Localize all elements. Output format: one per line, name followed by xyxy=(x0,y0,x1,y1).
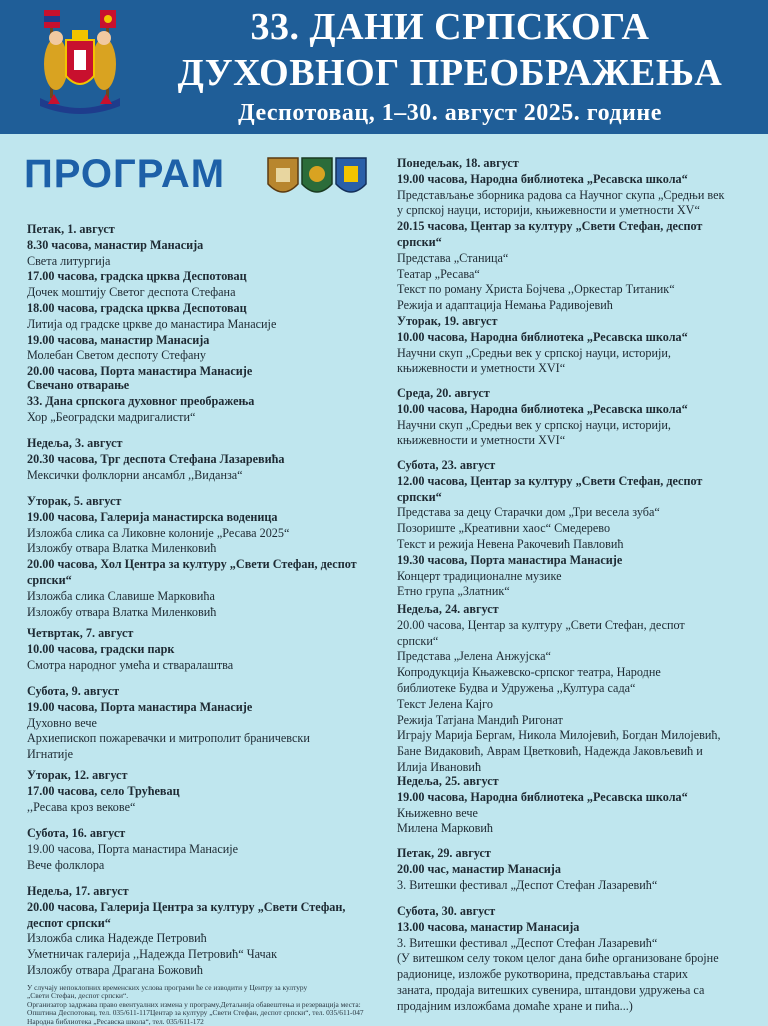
event-date: Уторак, 12. август xyxy=(27,768,128,782)
event-line: продајним изложбама домаће хране и пића...) xyxy=(397,998,633,1013)
event-line: Текст и режија Невена Ракочевић Павловић xyxy=(397,536,624,551)
event-line: Света литургија xyxy=(27,253,111,268)
program-event xyxy=(27,222,276,380)
event-line: Милена Марковић xyxy=(397,821,493,836)
footer-line: Општина Деспотовац, тел. 035/611-117Центар за културу „Свети Стефан, деспот српски“, тел. 035/611-047 xyxy=(27,1008,364,1018)
event-date: Субота, 23. август xyxy=(397,458,496,472)
event-date: Петак, 29. август xyxy=(397,846,491,860)
event-line: 19.00 часова, Народна библиотека „Ресавска школа“ xyxy=(397,789,688,804)
header-banner xyxy=(0,0,768,134)
event-line: Изложбу отвара Драгана Божовић xyxy=(27,962,204,977)
event-line: Концерт традиционалне музике xyxy=(397,568,562,583)
program-event xyxy=(397,314,688,377)
event-line: Дочек моштију Светог деспота Стефана xyxy=(27,285,236,300)
event-date: Уторак, 19. август xyxy=(397,314,498,328)
event-line: 20.00 часова, Центар за културу „Свети Стефан, деспот xyxy=(397,617,685,632)
program-event xyxy=(27,684,310,763)
event-line: Научни скуп „Средњи век у српској науци, историји, xyxy=(397,417,671,432)
event-line: 17.00 часова, градска црква Деспотовац xyxy=(27,269,247,284)
event-date: Недеља, 25. август xyxy=(397,774,499,788)
program-event xyxy=(397,846,657,893)
event-line: Литија од градске цркве до манастира Манасије xyxy=(27,316,277,331)
event-line: 19.00 часова, Народна библиотека „Ресавска школа“ xyxy=(397,171,688,186)
event-line: ,,Ресава кроз векове“ xyxy=(27,799,136,814)
event-line: 18.00 часова, градска црква Деспотовац xyxy=(27,300,247,315)
event-line: Илија Ивановић xyxy=(397,759,482,774)
program-event xyxy=(27,768,180,815)
event-line: Духовно вече xyxy=(27,715,97,730)
event-line: Књижевно вече xyxy=(397,805,478,820)
event-line: Смотра народног умећа и стваралаштва xyxy=(27,657,234,672)
footer-line: Организатор задржава право евентуалних измена у програму.Детаљнија обавештења и резервација места: xyxy=(27,999,361,1009)
event-date: Свечано отварање xyxy=(27,378,130,392)
program-event xyxy=(27,494,357,620)
event-date: Субота, 30. август xyxy=(397,904,496,918)
footer-line: У случају непоклопних временских услова програми ће се изводити у Центру за културу xyxy=(27,983,308,992)
event-line: Изложба слика Надежде Петровић xyxy=(27,931,207,946)
event-line: Представа „Јелена Анжујска“ xyxy=(397,649,551,664)
event-line: 20.15 часова, Центар за културу „Свети Стефан, деспот xyxy=(397,219,703,234)
event-line: Изложба слика са Ликовне колоније „Ресава 2025“ xyxy=(27,525,290,540)
event-line: 17.00 часова, село Трућевац xyxy=(27,783,180,798)
event-date: Субота, 9. август xyxy=(27,684,120,698)
event-line: у српској науци, историји, књижевности и уметности XV“ xyxy=(397,203,700,218)
event-line: 20.00 час, манастир Манасија xyxy=(397,861,561,876)
event-line: 20.30 часова, Трг деспота Стефана Лазаревића xyxy=(27,451,285,466)
event-line: Бане Видаковић, Аврам Цветковић, Надежда Јаковљевић и xyxy=(397,744,703,759)
program-event xyxy=(397,156,724,314)
event-line: 10.00 часова, Народна библиотека „Ресавска школа“ xyxy=(397,329,688,344)
event-date: Недеља, 17. август xyxy=(27,884,129,898)
event-date: Недеља, 3. август xyxy=(27,436,123,450)
event-line: Текст по роману Христа Бојчева ,,Оркестар Титаник“ xyxy=(397,282,675,297)
event-line: 8.30 часова, манастир Манасија xyxy=(27,237,204,252)
event-line: 33. Дана српскога духовног преображења xyxy=(27,393,255,408)
title-line-2: ДУХОВНОГ ПРЕОБРАЖЕЊА xyxy=(177,52,723,94)
event-line: заната, продаја витешких сувенира, штандови удружења са xyxy=(397,982,705,997)
event-line: 19.00 часова, Порта манастира Манасије xyxy=(27,699,253,714)
event-line: 19.00 часова, манастир Манасија xyxy=(27,332,210,347)
event-line: Копродукција Књажевско-српског театра, Народне xyxy=(397,665,661,680)
program-event xyxy=(397,904,719,1015)
event-line: књижевности и уметности XVI“ xyxy=(397,361,566,376)
event-line: 19.00 часова, Галерија манастирска воденица xyxy=(27,509,278,524)
event-line: радионице, изложбе рукотворина, представљања старих xyxy=(397,967,689,982)
event-line: Режија и адаптација Немања Радивојевић xyxy=(397,298,613,313)
event-line: 12.00 часова, Центар за културу „Свети Стефан, деспот xyxy=(397,473,703,488)
event-line: 3. Витешки фестивал „Деспот Стефан Лазаревић“ xyxy=(397,877,658,892)
event-date: Понедељак, 18. август xyxy=(397,156,519,170)
event-line: Представа „Станица“ xyxy=(397,250,509,265)
program-event xyxy=(27,826,238,873)
event-line: деспот српски“ xyxy=(27,915,111,930)
event-date: Недеља, 24. август xyxy=(397,602,499,616)
event-date: Уторак, 5. август xyxy=(27,494,122,508)
program-event xyxy=(397,386,688,449)
event-line: Изложба слика Славише Марковића xyxy=(27,588,215,603)
event-line: Хор „Београдски мадригалисти“ xyxy=(27,409,196,424)
event-line: српски“ xyxy=(27,572,72,587)
program-event xyxy=(27,884,345,979)
event-line: 10.00 часова, градски парк xyxy=(27,641,175,656)
event-date: Субота, 16. август xyxy=(27,826,126,840)
event-line: српски“ xyxy=(397,489,442,504)
program-event xyxy=(397,602,721,776)
event-line: 10.00 часова, Народна библиотека „Ресавска школа“ xyxy=(397,401,688,416)
event-line: Научни скуп „Средњи век у српској науци, историји, xyxy=(397,345,671,360)
event-line: Представа за децу Старачки дом „Три весела зуба“ xyxy=(397,505,660,520)
event-date: Петак, 1. август xyxy=(27,222,115,236)
program-heading: ПРОГРАМ xyxy=(24,152,226,196)
event-line: Позориште „Креативни хаос“ Смедерево xyxy=(397,521,611,536)
footer-notes xyxy=(27,984,377,1026)
event-line: Игнатије xyxy=(27,747,74,762)
event-line: Театар „Ресава“ xyxy=(397,266,480,281)
coat-of-arms-icon xyxy=(34,6,126,116)
program-event xyxy=(27,436,285,483)
event-line: 20.00 часова, Галерија Центра за културу „Свети Стефан, xyxy=(27,899,346,914)
event-date: Среда, 20. август xyxy=(397,386,490,400)
event-line: 3. Витешки фестивал „Деспот Стефан Лазаревић“ xyxy=(397,935,658,950)
event-line: књижевности и уметности XVI“ xyxy=(397,433,566,448)
event-line: Режија Татјана Мандић Ригонат xyxy=(397,712,563,727)
event-line: библиотеке Будва и Удружења ,,Култура сада“ xyxy=(397,680,636,695)
event-line: Играју Марија Бергам, Никола Милојевић, Богдан Милојевић, xyxy=(397,728,721,743)
event-line: Молебан Светом деспоту Стефану xyxy=(27,348,207,363)
event-line: Вече фолклора xyxy=(27,857,105,872)
event-line: 20.00 часова, Хол Центра за културу „Свети Стефан, деспот xyxy=(27,557,357,572)
program-event xyxy=(397,458,702,600)
event-line: 13.00 часова, манастир Манасија xyxy=(397,919,580,934)
event-line: Изложбу отвара Влатка Миленковић xyxy=(27,541,217,556)
event-line: Мексички фолклорни ансамбл ,,Виданза“ xyxy=(27,467,243,482)
program-event xyxy=(27,378,254,425)
program-event xyxy=(27,626,233,673)
program-event xyxy=(397,774,688,837)
municipal-shields-icon xyxy=(266,154,370,200)
event-line: Етно група „Златник“ xyxy=(397,584,510,599)
title-line-1: 33. ДАНИ СРПСКОГА xyxy=(250,6,650,48)
event-line: 20.00 часова, Порта манастира Манасије xyxy=(27,364,253,379)
event-line: Текст Јелена Кајго xyxy=(397,696,493,711)
event-line: 19.30 часова, Порта манастира Манасије xyxy=(397,552,623,567)
footer-line: „Свети Стефан, деспот српски“. xyxy=(27,991,129,1001)
event-line: (У витешком селу током целог дана биће организоване бројне xyxy=(397,951,719,966)
event-line: Представљање зборника радова са Научног скупа „Средњи век xyxy=(397,187,725,202)
event-line: српски“ xyxy=(397,234,442,249)
event-line: Уметничак галерија ,,Надежда Петровић“ Чачак xyxy=(27,947,278,962)
event-line: Изложбу отвара Влатка Миленковић xyxy=(27,604,217,619)
footer-line: Народна библиотека „Ресавска школа“, тел. 035/611-172 xyxy=(27,1016,204,1026)
event-line: Архиепископ пожаревачки и митрополит браничевски xyxy=(27,731,310,746)
event-line: српски“ xyxy=(397,633,439,648)
event-date: Четвртак, 7. август xyxy=(27,626,134,640)
subtitle-dates: Деспотовац, 1–30. август 2025. године xyxy=(238,100,662,126)
event-line: 19.00 часова, Порта манастира Манасије xyxy=(27,841,239,856)
